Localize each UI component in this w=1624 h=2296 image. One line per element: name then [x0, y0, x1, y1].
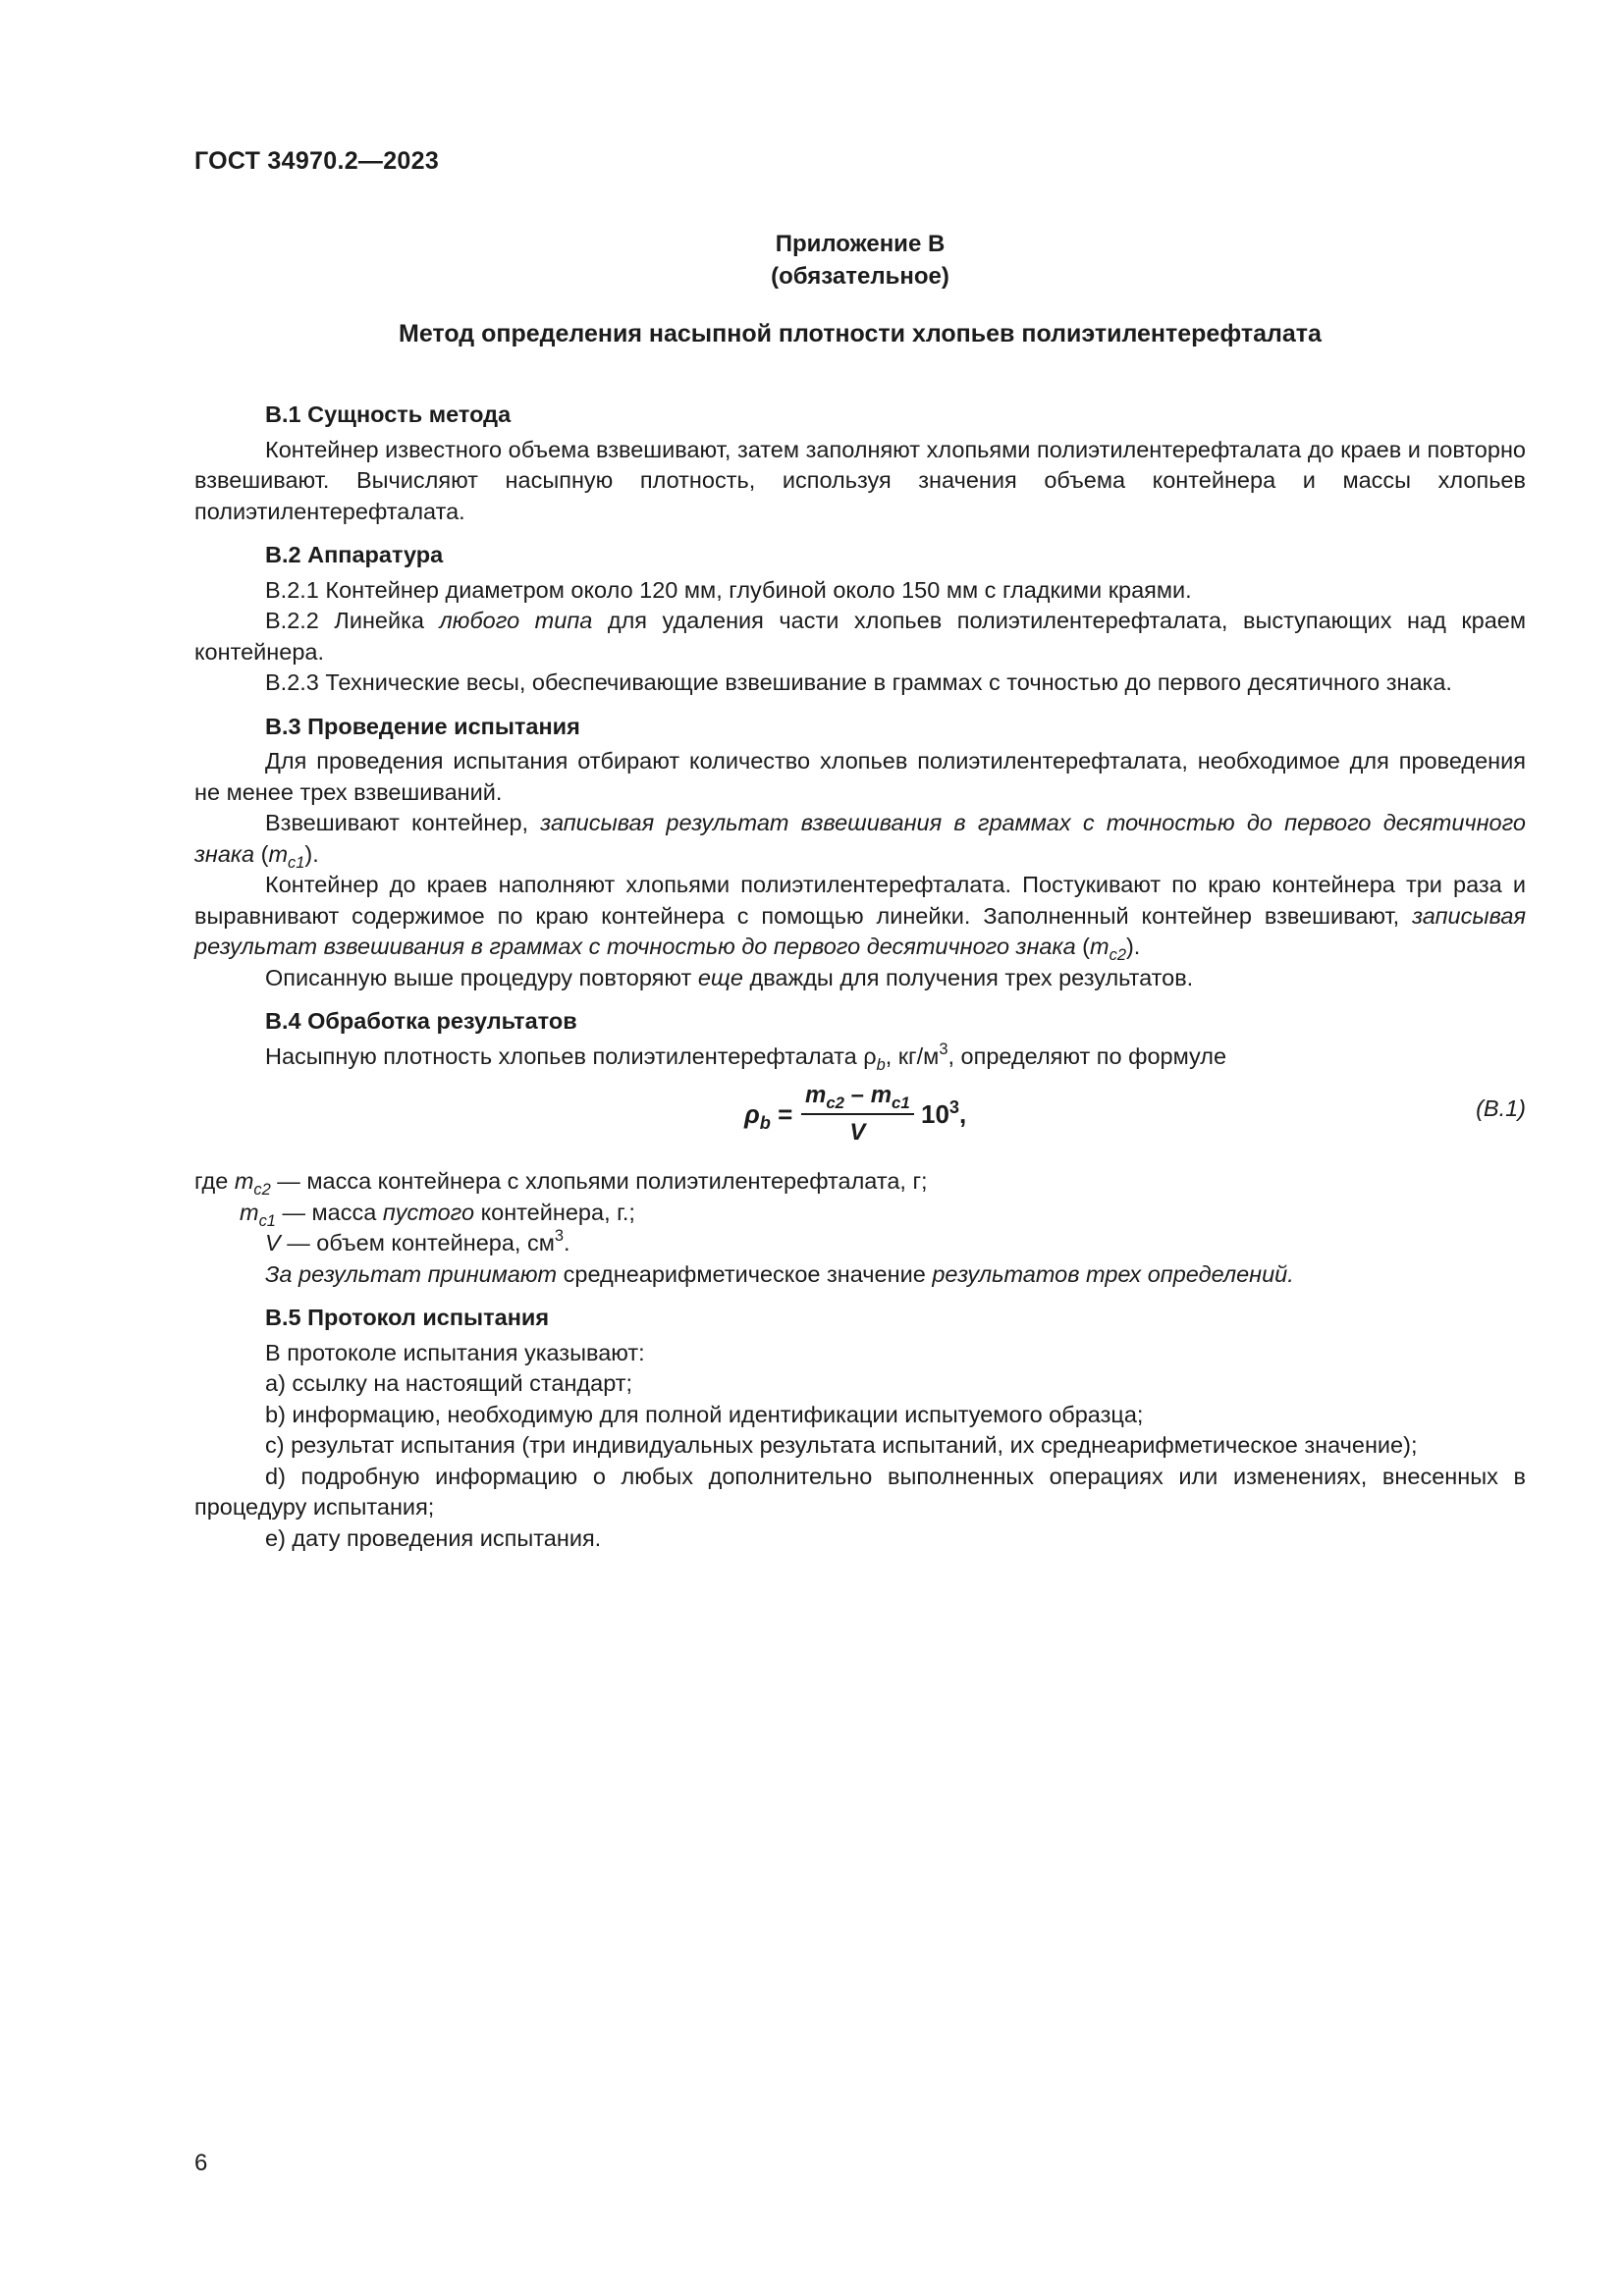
- appendix-type: (обязательное): [771, 263, 949, 290]
- paragraph: Насыпную плотность хлопьев полиэтилентерефталата $\rho_b$, $кг/м^3$, определяют по формуле: [265, 1040, 1227, 1074]
- definition-item: $m_{c1}$ — масса пустого контейнера, г.;: [240, 1199, 635, 1230]
- appendix-heading: [194, 228, 1526, 293]
- formula-number: (В.1): [1476, 1095, 1526, 1121]
- section-heading: В.3 Проведение испытания: [265, 713, 580, 739]
- document-title: Метод определения насыпной плотности хлопьев полиэтилентерефталата: [399, 320, 1322, 347]
- list-item: b) информацию, необходимую для полной идентификации испытуемого образца;: [265, 1401, 1144, 1427]
- appendix-label: Приложение В: [775, 231, 946, 257]
- paragraph: Описанную выше процедуру повторяют еще дважды для получения трех результатов.: [265, 964, 1194, 990]
- paragraph: Для проведения испытания отбирают количество хлопьев полиэтилентерефталата, необходимое для проведения не менее трех взвешиваний.: [194, 748, 1526, 805]
- formula-denominator: V: [849, 1118, 866, 1146]
- formula-numerator: $m_{c2} - m_{c1}$: [801, 1080, 914, 1115]
- definition-item: где $m_{c2}$ — масса контейнера с хлопьями полиэтилентерефталата, г;: [194, 1168, 928, 1199]
- document-body: [194, 400, 1526, 1554]
- section-heading: В.1 Сущность метода: [265, 401, 512, 427]
- paragraph: В.2.1 Контейнер диаметром около 120 мм, глубиной около 150 мм с гладкими краями.: [265, 576, 1192, 603]
- definitions: [194, 1166, 1526, 1290]
- list-item: e) дату проведения испытания.: [265, 1524, 602, 1551]
- paragraph: Контейнер до краев наполняют хлопьями полиэтилентерефталата. Постукивают по краю контейнера три раза и выравнивают содержимое по краю контейнера с помощью линейки. Заполненный контейнер взвешивают, записывая результат взвешивания в граммах с точностью до первого десятичного знака $(m_{c2})$.: [194, 872, 1526, 964]
- formula-fraction: [801, 1080, 914, 1148]
- paragraph: В.2.2 Линейка любого типа для удаления части хлопьев полиэтилентерефталата, выступающих над краем контейнера.: [194, 608, 1526, 665]
- paragraph: Взвешивают контейнер, записывая результат взвешивания в граммах с точностью до первого десятичного знака $(m_{c1})$.: [194, 810, 1526, 872]
- definition-item: V — объем контейнера, $см^3$.: [265, 1227, 570, 1255]
- section-heading: В.2 Аппаратура: [265, 542, 444, 567]
- list-item: a) ссылку на настоящий стандарт;: [265, 1370, 633, 1396]
- section-heading: В.5 Протокол испытания: [265, 1305, 550, 1330]
- formula: [194, 1078, 1526, 1158]
- formula-lhs: $\rho_b$ =: [744, 1099, 793, 1133]
- document-header: ГОСТ 34970.2—2023: [194, 147, 440, 175]
- formula-power: $10^3$,: [921, 1097, 967, 1129]
- list-item: c) результат испытания (три индивидуальных результата испытаний, их среднеарифметическое значение);: [265, 1432, 1418, 1458]
- paragraph: В протоколе испытания указывают:: [265, 1339, 645, 1365]
- list-item: d) подробную информацию о любых дополнительно выполненных операциях или изменениях, внесенных в процедуру испытания;: [194, 1463, 1526, 1520]
- section-heading: В.4 Обработка результатов: [265, 1008, 577, 1034]
- result-statement: За результат принимают среднеарифметическое значение результатов трех определений.: [265, 1260, 1294, 1287]
- paragraph: Контейнер известного объема взвешивают, затем заполняют хлопьями полиэтилентерефталата до краев и повторно взвешивают. Вычисляют насыпную плотность, используя значения объема контейнера и массы хлопьев полиэтилентерефталата.: [194, 436, 1526, 524]
- paragraph: В.2.3 Технические весы, обеспечивающие взвешивание в граммах с точностью до первого десятичного знака.: [265, 669, 1452, 695]
- page-number: 6: [194, 2150, 208, 2176]
- protocol-list: [194, 1338, 1526, 1555]
